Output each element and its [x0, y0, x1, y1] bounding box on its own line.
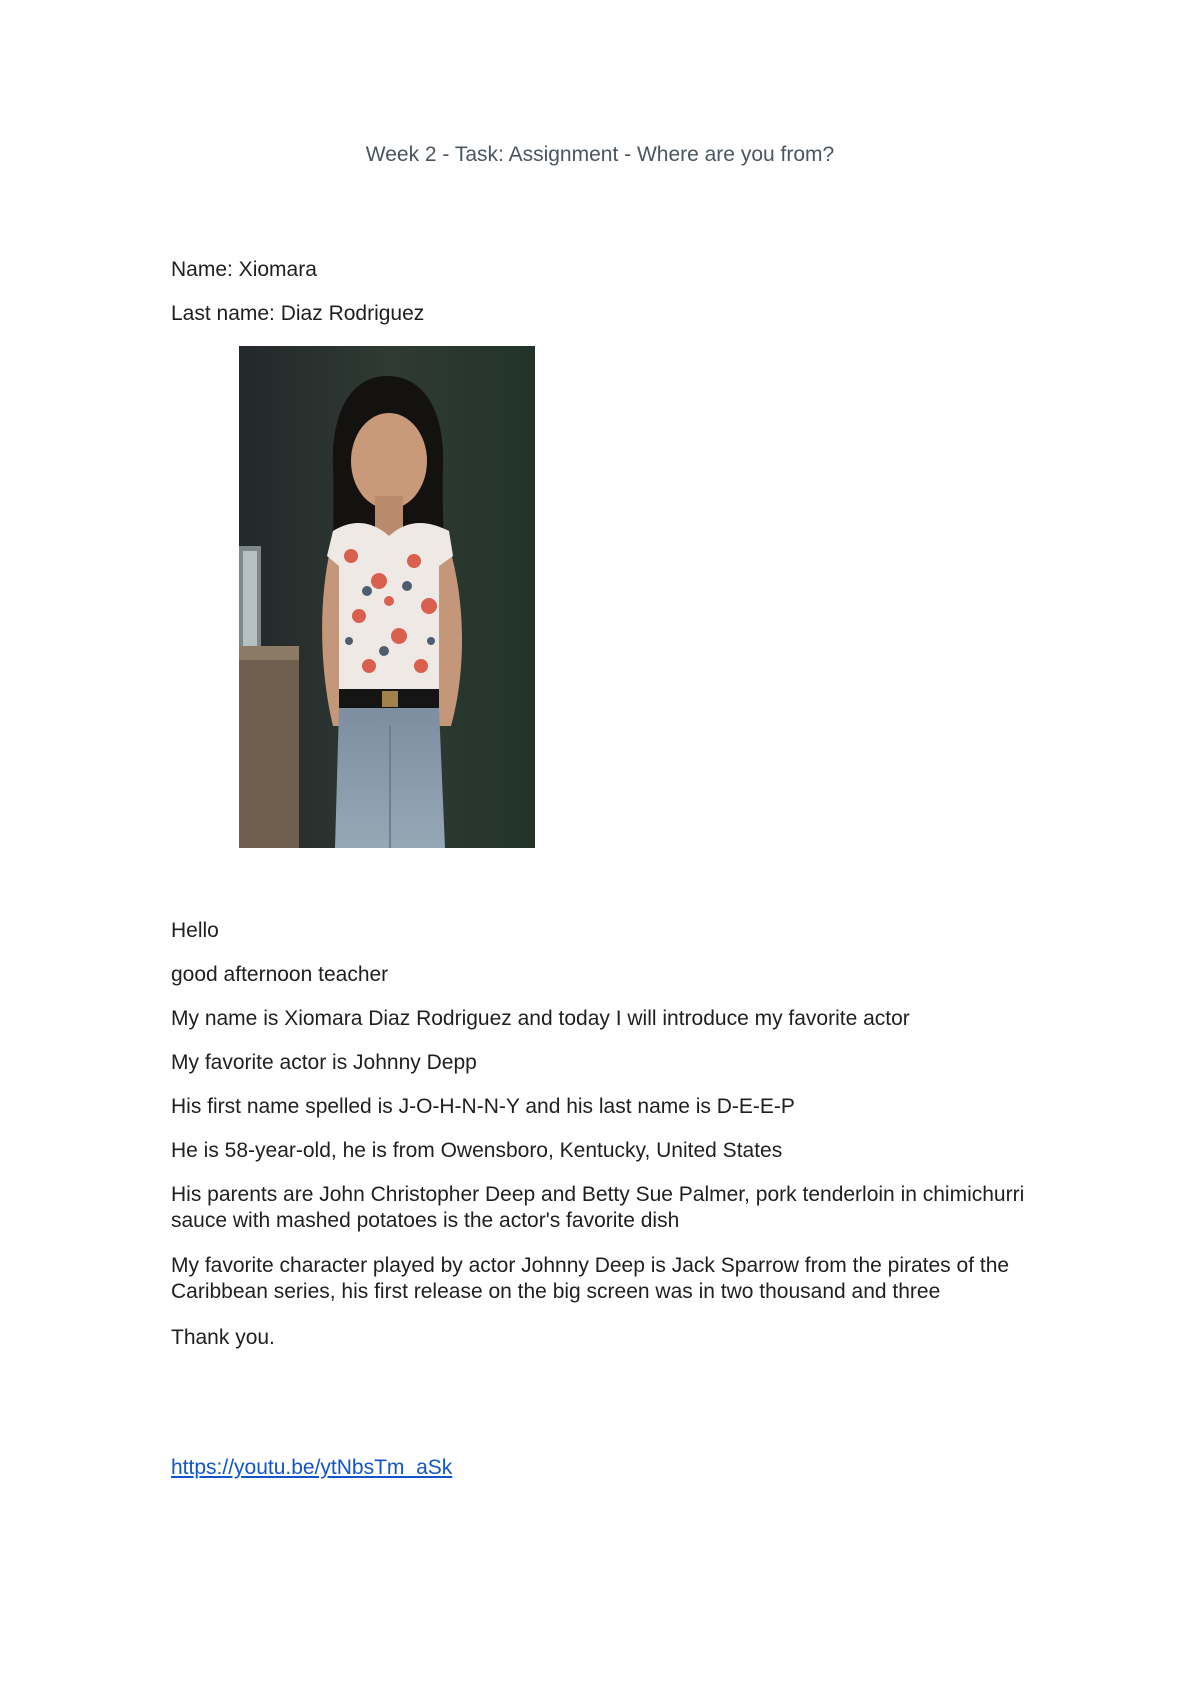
body-paragraph: My name is Xiomara Diaz Rodriguez and today I will introduce my favorite actor — [171, 1007, 910, 1030]
body-paragraph: Hello — [171, 919, 219, 942]
youtube-link[interactable]: https://youtu.be/ytNbsTm_aSk — [171, 1456, 453, 1479]
body-paragraph: good afternoon teacher — [171, 963, 389, 986]
body-paragraph: His parents are John Christopher Deep and Betty Sue Palmer, pork tenderloin in chimichurri sauce with mashed potatoes is the actor's favorite dish — [171, 1183, 1025, 1232]
body-paragraph: He is 58-year-old, he is from Owensboro, Kentucky, United States — [171, 1139, 783, 1162]
portrait-photo-illustration — [239, 346, 535, 848]
body-paragraph: His first name spelled is J-O-H-N-N-Y and his last name is D-E-E-P — [171, 1095, 795, 1118]
name-line: Name: Xiomara — [171, 258, 317, 281]
portrait-photo — [239, 346, 535, 848]
body-paragraph: My favorite character played by actor Johnny Deep is Jack Sparrow from the pirates of the Caribbean series, his first release on the big screen was in two thousand and three — [171, 1254, 1010, 1303]
body-paragraph: Thank you. — [171, 1326, 275, 1349]
last-name-line: Last name: Diaz Rodriguez — [171, 302, 425, 325]
document-title: Week 2 - Task: Assignment - Where are you from? — [365, 143, 835, 166]
body-paragraph: My favorite actor is Johnny Depp — [171, 1051, 477, 1074]
